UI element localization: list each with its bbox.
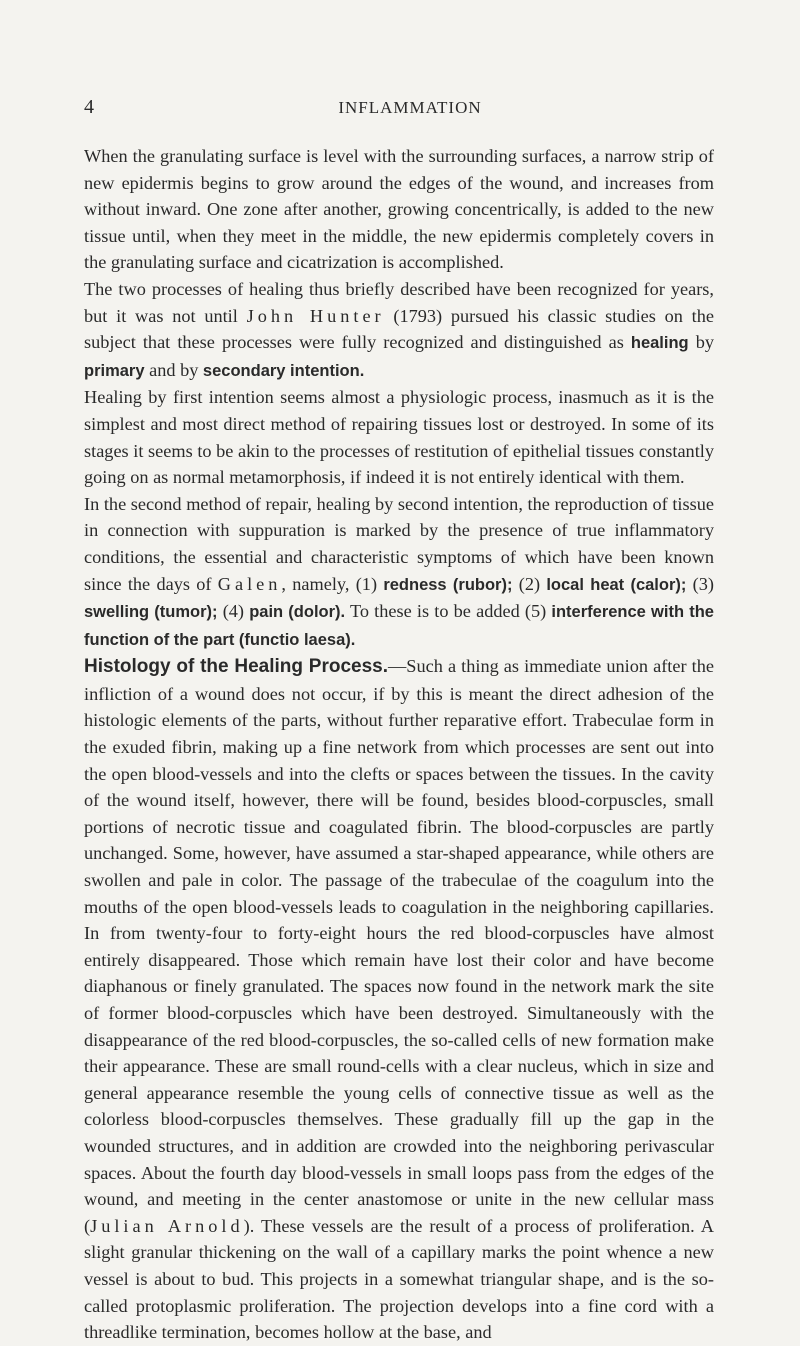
person-name: Julian Arnold [90,1215,244,1236]
paragraph-5 [84,653,714,1345]
person-name: Galen [217,573,282,594]
paragraph-4-text: , namely, (1) [281,573,384,594]
paragraph-4-text: (3) [686,573,714,594]
paragraph-2-text: and by [144,359,203,380]
paragraph-2-text: (1793) pursued his classic studies on the subject that these processes were fully recognized and distinguished as [84,305,714,353]
paragraph-2-text: The two processes of healing thus briefly described have been recognized for years, but it was not until [84,278,714,326]
page-header [0,96,800,120]
bold-term: redness (rubor); [383,575,513,594]
paragraph-4-text: (2) [512,573,547,594]
bold-term: healing [630,334,689,353]
bold-term: primary [84,361,145,380]
paragraph-1-text: When the granulating surface is level with the surrounding surfaces, a narrow strip of new epidermis begins to grow around the edges of the wound, and increases from without inward. One zone after another, growing concentrically, is added to the new tissue until, when they meet in the middle, the new epidermis completely covers in the granulating surface and cicatrization is accomplished. [84,146,714,273]
paragraph-4 [84,491,714,654]
running-title: INFLAMMATION [338,98,482,117]
bold-term: secondary intention. [202,361,365,380]
paragraph-4-text: In the second method of repair, healing by second intention, the reproduction of tissue in connection with suppuration is marked by the presence of true inflammatory conditions, the essential and characteristic symptoms of which have been known since the days of [84,493,714,594]
bold-term: pain (dolor). [249,603,346,622]
paragraph-5-text: —Such a thing as immediate union after the infliction of a wound does not occur, if by this is meant the direct adhesion of the histologic elements of the parts, without further reparative effort. Trabeculae form in the exuded fibrin, making up a fine network from which processes are sent out into the open blood-vessels and into the clefts or spaces between the tissues. In the cavity of the wound itself, however, there will be found, besides blood-corpuscles, small portions of necrotic tissue and coagulated fibrin. The blood-corpuscles are partly unchanged. Some, however, have assumed a star-shaped appearance, while others are swollen and pale in color. The passage of the trabeculae of the coagulum into the mouths of the open blood-vessels leads to coagulation in the neighboring capillaries. In from twenty-four to forty-eight hours the red blood-corpuscles have almost entirely disappeared. Those which remain have lost their color and have become diaphanous or finely granulated. The spaces now found in the network mark the site of former blood-corpuscles which have been destroyed. Simultaneously with the disappearance of the red blood-corpuscles, the so-called cells of new formation make their appearance. These are small round-cells with a clear nucleus, which in size and general appearance resemble the young cells of connective tissue as well as the colorless blood-corpuscles themselves. These gradually fill up the gap in the wounded structures, and in addition are crowded into the neighboring perivascular spaces. About the fourth day blood-vessels in small loops pass from the edges of the wound, and meeting in the center anastomose or unite in the new cellular mass ( [84,656,714,1236]
paragraph-3 [84,384,714,490]
paragraph-2-text: by [688,332,714,353]
paragraph-4-text: To these is to be added (5) [345,601,552,622]
section-heading: Histology of the Healing Process. [84,656,389,678]
page-number: 4 [84,96,94,118]
bold-term: interference with the function of the part (functio laesa). [84,603,714,649]
paragraph-1 [84,143,714,276]
paragraph-3-text: Healing by first intention seems almost a physiologic process, inasmuch as it is the simplest and most direct method of repairing tissues lost or destroyed. In some of its stages it seems to be akin to the processes of restitution of epithelial tissues constantly going on as normal metamorphosis, if indeed it is not entirely identical with them. [84,387,714,488]
person-name: John Hunter [246,305,385,326]
paragraph-5-text: ). These vessels are the result of a process of proliferation. A slight granular thickening on the wall of a capillary marks the point whence a new vessel is about to bud. This projects in a somewhat triangular shape, and is the so-called protoplasmic proliferation. The projection develops into a fine cord with a threadlike termination, becomes hollow at the base, and [84,1215,714,1343]
bold-term: local heat (calor); [546,575,687,594]
paragraph-4-text: (4) [217,601,250,622]
body-text [84,143,714,1346]
paragraph-2 [84,276,714,384]
bold-term: swelling (tumor); [84,603,218,622]
